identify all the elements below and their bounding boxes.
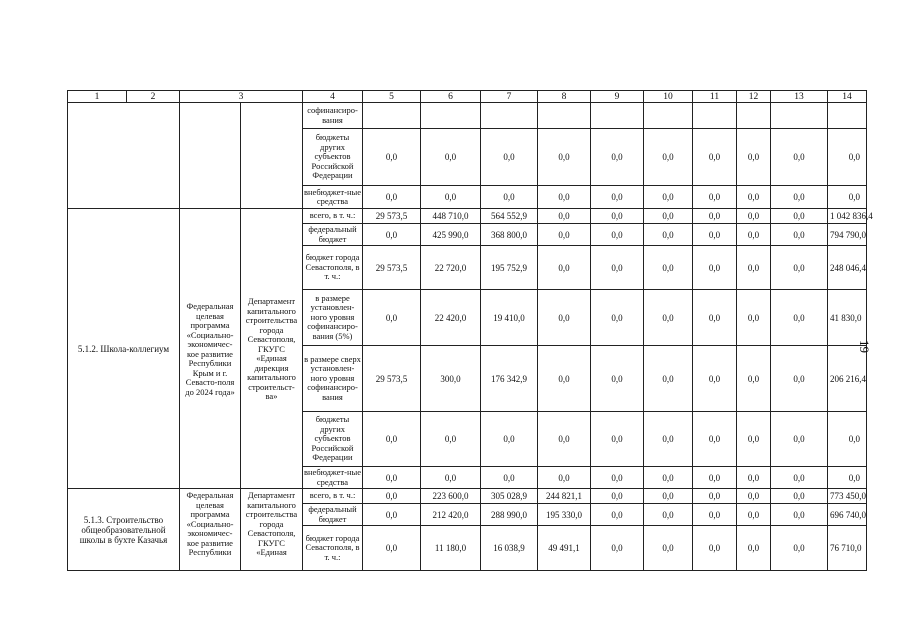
value-cell: 0,0 — [538, 129, 591, 186]
total-cell: 76 710,0 — [828, 526, 867, 571]
value-cell: 0,0 — [737, 489, 771, 504]
value-cell: 0,0 — [693, 346, 737, 412]
value-cell: 0,0 — [481, 412, 538, 467]
table-row — [68, 209, 867, 224]
value-cell: 0,0 — [421, 467, 481, 489]
total-cell: 0,0 — [828, 412, 867, 467]
total-cell: 773 450,0 — [828, 489, 867, 504]
value-cell: 0,0 — [363, 224, 421, 246]
source-label: в размере установлен-ного уровня софинансиро-вания (5%) — [303, 290, 363, 346]
source-label: внебюджет-ные средства — [303, 186, 363, 209]
value-cell: 0,0 — [481, 467, 538, 489]
executor-name: Департамент капитального строительства города Севастополя, ГКУГС «Единая — [241, 489, 303, 571]
value-cell: 0,0 — [591, 412, 644, 467]
value-cell: 49 491,1 — [538, 526, 591, 571]
value-cell: 0,0 — [591, 526, 644, 571]
value-cell: 0,0 — [421, 186, 481, 209]
header-cell-5: 5 — [363, 91, 421, 103]
value-cell: 0,0 — [644, 504, 693, 526]
value-cell: 22 720,0 — [421, 246, 481, 290]
value-cell: 11 180,0 — [421, 526, 481, 571]
source-label: федеральный бюджет — [303, 504, 363, 526]
value-cell: 0,0 — [693, 224, 737, 246]
header-cell-6: 6 — [421, 91, 481, 103]
empty-title-cell — [68, 103, 180, 209]
value-cell: 0,0 — [644, 412, 693, 467]
value-cell: 0,0 — [591, 129, 644, 186]
executor-name: Департамент капитального строительства города Севастополя, ГКУГС «Единая дирекция капитального строительст-ва» — [241, 209, 303, 489]
value-cell: 0,0 — [693, 129, 737, 186]
value-cell: 0,0 — [771, 129, 828, 186]
value-cell — [828, 103, 867, 129]
value-cell: 0,0 — [421, 412, 481, 467]
header-row — [68, 91, 867, 103]
value-cell: 0,0 — [737, 467, 771, 489]
value-cell: 0,0 — [644, 526, 693, 571]
table-row — [68, 103, 867, 129]
source-label: всего, в т. ч.: — [303, 489, 363, 504]
value-cell: 0,0 — [363, 290, 421, 346]
value-cell: 368 800,0 — [481, 224, 538, 246]
value-cell: 176 342,9 — [481, 346, 538, 412]
value-cell: 0,0 — [644, 290, 693, 346]
value-cell: 0,0 — [771, 412, 828, 467]
header-cell-9: 9 — [591, 91, 644, 103]
value-cell: 0,0 — [363, 129, 421, 186]
value-cell: 0,0 — [538, 467, 591, 489]
value-cell: 0,0 — [693, 489, 737, 504]
value-cell: 0,0 — [538, 209, 591, 224]
value-cell — [481, 103, 538, 129]
value-cell: 0,0 — [771, 246, 828, 290]
value-cell: 0,0 — [693, 412, 737, 467]
value-cell: 0,0 — [591, 346, 644, 412]
value-cell: 0,0 — [737, 246, 771, 290]
value-cell: 0,0 — [737, 526, 771, 571]
value-cell — [771, 103, 828, 129]
value-cell: 29 573,5 — [363, 209, 421, 224]
total-cell: 41 830,0 — [828, 290, 867, 346]
value-cell: 0,0 — [481, 129, 538, 186]
value-cell: 0,0 — [591, 209, 644, 224]
value-cell: 0,0 — [737, 224, 771, 246]
total-cell: 696 740,0 — [828, 504, 867, 526]
value-cell: 195 752,9 — [481, 246, 538, 290]
value-cell — [421, 103, 481, 129]
value-cell: 0,0 — [644, 209, 693, 224]
value-cell: 0,0 — [538, 346, 591, 412]
value-cell: 0,0 — [538, 246, 591, 290]
value-cell: 0,0 — [363, 489, 421, 504]
value-cell: 0,0 — [771, 224, 828, 246]
source-label: всего, в т. ч.: — [303, 209, 363, 224]
value-cell: 0,0 — [591, 186, 644, 209]
value-cell: 0,0 — [481, 186, 538, 209]
value-cell: 0,0 — [363, 504, 421, 526]
value-cell — [591, 103, 644, 129]
value-cell: 0,0 — [771, 504, 828, 526]
value-cell: 0,0 — [591, 504, 644, 526]
value-cell: 0,0 — [538, 224, 591, 246]
value-cell: 0,0 — [363, 186, 421, 209]
value-cell: 0,0 — [591, 224, 644, 246]
header-cell-7: 7 — [481, 91, 538, 103]
value-cell: 212 420,0 — [421, 504, 481, 526]
value-cell: 29 573,5 — [363, 346, 421, 412]
total-cell: 0,0 — [828, 129, 867, 186]
value-cell: 0,0 — [737, 186, 771, 209]
value-cell: 0,0 — [737, 209, 771, 224]
value-cell: 0,0 — [693, 246, 737, 290]
value-cell: 0,0 — [363, 467, 421, 489]
value-cell: 0,0 — [644, 129, 693, 186]
value-cell: 0,0 — [693, 209, 737, 224]
value-cell — [693, 103, 737, 129]
header-cell-4: 4 — [303, 91, 363, 103]
source-label: федеральный бюджет — [303, 224, 363, 246]
total-cell: 206 216,4 — [828, 346, 867, 412]
value-cell: 0,0 — [538, 290, 591, 346]
value-cell: 244 821,1 — [538, 489, 591, 504]
value-cell: 0,0 — [737, 412, 771, 467]
value-cell: 0,0 — [771, 346, 828, 412]
value-cell: 0,0 — [538, 412, 591, 467]
total-cell: 0,0 — [828, 467, 867, 489]
value-cell: 0,0 — [644, 186, 693, 209]
value-cell: 0,0 — [644, 346, 693, 412]
program-name: Федеральная целевая программа «Социально-экономичес-кое развитие Республики — [180, 489, 241, 571]
total-cell: 0,0 — [828, 186, 867, 209]
value-cell: 19 410,0 — [481, 290, 538, 346]
header-cell-12: 12 — [737, 91, 771, 103]
source-label: софинансиро-вания — [303, 103, 363, 129]
value-cell: 0,0 — [737, 346, 771, 412]
value-cell: 305 028,9 — [481, 489, 538, 504]
source-label: бюджет города Севастополя, в т. ч.: — [303, 526, 363, 571]
value-cell: 0,0 — [363, 526, 421, 571]
budget-table — [67, 90, 873, 571]
source-label: внебюджет-ные средства — [304, 467, 362, 487]
value-cell: 0,0 — [644, 246, 693, 290]
value-cell: 0,0 — [771, 209, 828, 224]
source-label: бюджеты других субъектов Российской Федерации — [303, 412, 363, 467]
value-cell: 0,0 — [737, 290, 771, 346]
value-cell: 195 330,0 — [538, 504, 591, 526]
value-cell: 0,0 — [737, 504, 771, 526]
value-cell: 0,0 — [771, 489, 828, 504]
value-cell: 0,0 — [771, 290, 828, 346]
value-cell: 300,0 — [421, 346, 481, 412]
value-cell — [644, 103, 693, 129]
value-cell — [363, 103, 421, 129]
value-cell: 0,0 — [693, 186, 737, 209]
header-cell-1: 1 — [68, 91, 127, 103]
page-number: 19 — [857, 340, 872, 353]
value-cell: 0,0 — [693, 290, 737, 346]
value-cell: 0,0 — [771, 467, 828, 489]
value-cell: 0,0 — [644, 489, 693, 504]
value-cell: 0,0 — [693, 526, 737, 571]
header-cell-8: 8 — [538, 91, 591, 103]
value-cell: 0,0 — [591, 489, 644, 504]
value-cell: 0,0 — [644, 467, 693, 489]
value-cell: 564 552,9 — [481, 209, 538, 224]
program-name: Федеральная целевая программа «Социально-экономичес-кое развитие Республики Крым и г. Севасто-поля до 2024 года» — [180, 209, 241, 489]
value-cell: 0,0 — [737, 129, 771, 186]
value-cell: 16 038,9 — [481, 526, 538, 571]
total-cell: 248 046,4 — [828, 246, 867, 290]
value-cell: 288 990,0 — [481, 504, 538, 526]
value-cell: 0,0 — [591, 467, 644, 489]
total-cell: 1 042 836,4 — [828, 209, 867, 224]
value-cell: 0,0 — [591, 246, 644, 290]
empty-executor-cell — [241, 103, 303, 209]
object-title: 5.1.3. Строительство общеобразовательной школы в бухте Казачья — [68, 489, 180, 571]
value-cell: 0,0 — [538, 186, 591, 209]
source-label: бюджет города Севастополя, в т. ч.: — [303, 246, 363, 290]
value-cell: 22 420,0 — [421, 290, 481, 346]
object-title: 5.1.2. Школа-коллегиум — [68, 209, 180, 489]
table-row — [68, 489, 867, 504]
header-cell-3: 3 — [180, 91, 303, 103]
value-cell: 223 600,0 — [421, 489, 481, 504]
header-cell-2: 2 — [127, 91, 180, 103]
value-cell: 0,0 — [644, 224, 693, 246]
header-cell-10: 10 — [644, 91, 693, 103]
value-cell: 448 710,0 — [421, 209, 481, 224]
empty-program-cell — [180, 103, 241, 209]
header-cell-13: 13 — [771, 91, 828, 103]
value-cell: 0,0 — [591, 290, 644, 346]
value-cell: 0,0 — [693, 467, 737, 489]
value-cell: 0,0 — [421, 129, 481, 186]
source-label: в размере сверх установлен-ного уровня софинансиро-вания — [303, 346, 363, 412]
value-cell: 0,0 — [693, 504, 737, 526]
header-cell-14: 14 — [828, 91, 867, 103]
value-cell: 425 990,0 — [421, 224, 481, 246]
value-cell: 29 573,5 — [363, 246, 421, 290]
source-label: бюджеты других субъектов Российской Федерации — [303, 129, 363, 186]
value-cell: 0,0 — [771, 186, 828, 209]
value-cell — [737, 103, 771, 129]
value-cell — [538, 103, 591, 129]
value-cell: 0,0 — [771, 526, 828, 571]
total-cell: 794 790,0 — [828, 224, 867, 246]
header-cell-11: 11 — [693, 91, 737, 103]
value-cell: 0,0 — [363, 412, 421, 467]
